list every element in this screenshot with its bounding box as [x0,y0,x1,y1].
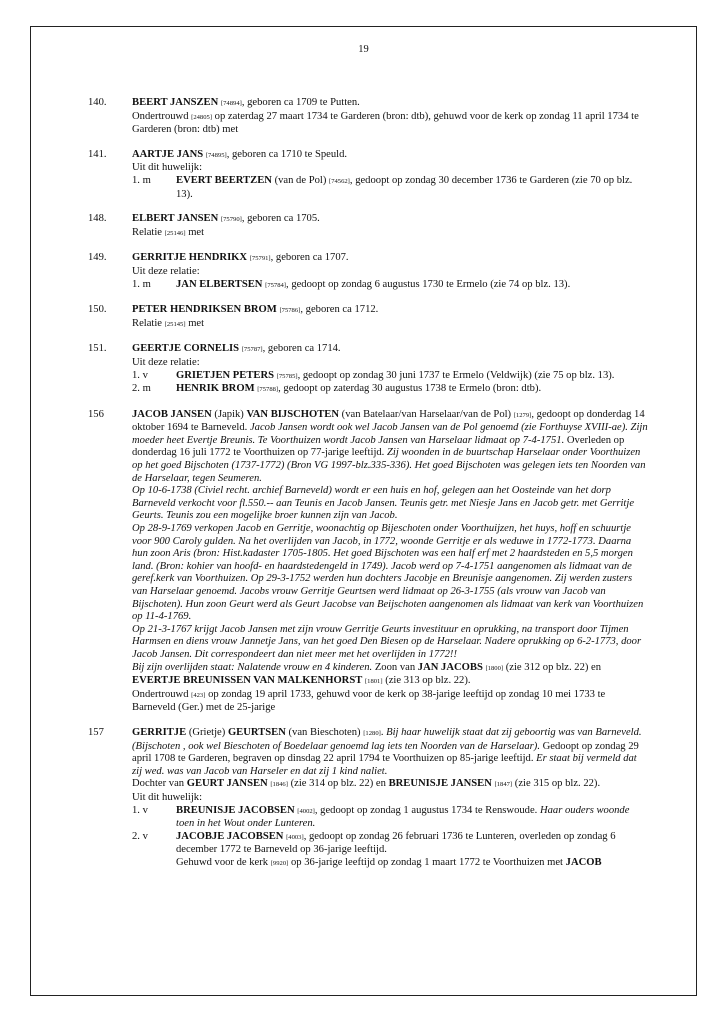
person-ref: [74894] [220,100,242,107]
marriage-ref: [423] [191,691,206,699]
relation-text: Relatie [132,317,165,329]
person-ref: [1280] [363,729,381,737]
child-alias: (van de Pol) [271,174,329,186]
marriage-ref: [24805] [191,113,213,121]
child-details: , gedoopt op zaterdag 30 augustus 1738 te Ermelo (bron: dtb). [278,383,542,395]
alias-text: (van Bieschoten) [285,726,364,738]
mother-name: BREUNISJE JANSEN [388,778,492,790]
baptism-text: Gedoopt op zondag 29 april 1708 te Garderen, begraven op dinsdag 22 april 1794 te Voorthuizen op 85-jarige leeftijd. [132,740,639,765]
child-details: , gedoopt op zondag 26 februari 1736 te Lunteren, overleden op zondag 6 december 1772 te Barneveld op 36-jarige leeftijd. [176,830,616,856]
child-row [132,831,648,871]
death-text: Overleden op donderdag 16 juli 1772 te Voorthuizen op 77-jarige leeftijd. [132,434,625,459]
note-text: Bij haar huwelijk staat dat zij geboortig was van Barneveld. (Bijschoten , ook wel Bieschoten of Boedelaar genoemd lag iets ten Noorden van de Harselaar). [132,726,642,752]
child-name: JAN ELBERTSEN [176,278,263,290]
father-ref: [1846] [270,781,288,789]
mother-name: EVERTJE BREUNISSEN VAN MALKENHORST [132,675,363,687]
child-number: 1. v [132,804,148,816]
child-number: 1. m [132,278,151,290]
child-number: 2. m [132,383,151,395]
child-name: EVERT BEERTZEN [176,174,272,186]
parent-text: Zoon van [372,661,418,673]
person-name: GERRITJE [132,726,187,738]
parent-text: (zie 314 op blz. 22) en [287,778,389,790]
relation-details: met [185,317,205,329]
child-number: 1. v [132,369,148,381]
birth-text: , geboren ca 1710 te Speuld. [226,148,348,160]
entry-157 [88,727,648,871]
note-text: Zij woonden in de buurtschap Harselaar onder Voorthuizen op het goed Bijschoten (1737-1772) (Bron VG 1997-blz.335-336). Het goed Bijschoten was gelegen iets ten Noorden van de Harselaar, tegen Seumeren. [132,447,646,484]
child-details: , gedoopt op zondag 6 augustus 1730 te Ermelo (zie 74 op blz. 13). [286,278,571,290]
parent-text: (zie 313 op blz. 22). [382,675,471,687]
children-heading: Uit dit huwelijk: [132,791,203,803]
marriage-details: op zondag 19 april 1733, gehuwd voor de kerk op 38-jarige leeftijd op zondag 10 mei 1733 te Barneveld (Ger.) met de 25-jarige [132,688,606,714]
birth-text: , geboren ca 1714. [262,343,341,355]
child-note: Haar ouders woonde toen in het Wout onder Lunteren. [176,804,630,830]
nickname: (Grietje) [186,726,228,738]
spouse-name: JACOB [565,856,602,868]
marriage-text: Ondertrouwd [132,688,192,700]
person-name: PETER HENDRIKSEN BROM [132,304,277,316]
relation-ref: [25145] [164,320,186,328]
child-row [132,383,648,397]
marriage-text: Ondertrouwd [132,110,192,122]
separator-text: . [380,726,387,738]
child-name: HENRIK BROM [176,383,255,395]
father-ref: [1800] [485,664,504,672]
entry-number: 148. [88,213,107,225]
entry-number: 141. [88,148,107,160]
page-number: 19 [358,44,369,55]
child-row [132,175,648,201]
person-name: JACOB JANSEN [132,408,212,420]
child-details: , gedoopt op zondag 30 december 1736 te Garderen (zie 70 op blz. 13). [176,174,633,200]
entry-141 [88,149,648,201]
note-text: Er staat bij vermeld dat zij wed. was van Jacob van Harseler en dat zij 1 kind naliet. [132,753,637,777]
child-ref: [4003] [286,833,304,841]
entry-140 [88,97,648,137]
parent-text: Dochter van [132,778,187,790]
child-details: , gedoopt op zondag 1 augustus 1734 te Renswoude. [314,804,540,816]
note-text: Bij zijn overlijden staat: Nalatende vrouw en 4 kinderen. [132,661,373,673]
parent-text: (zie 315 op blz. 22). [512,778,601,790]
person-name: AARTJE JANS [132,148,204,160]
child-name: BREUNISJE JACOBSEN [176,804,295,816]
baptism-text: , gedoopt op donderdag 14 oktober 1694 te Barneveld. [132,408,645,434]
relation-text: Relatie [132,226,165,238]
person-ref: [75786] [279,307,301,315]
child-number: 1. m [132,174,151,186]
marriage-details: op 36-jarige leeftijd op zondag 1 maart 1772 te Voorthuizen met [288,856,566,868]
children-heading: Uit dit huwelijk: [132,162,203,174]
child-row [132,279,648,293]
child-details: , gedoopt op zondag 30 juni 1737 te Ermelo (Veldwijk) (zie 75 op blz. 13). [297,369,615,381]
mother-ref: [1801] [364,678,383,686]
child-ref: [75788] [257,386,279,394]
entry-number: 140. [88,97,107,108]
child-name: GRIETJEN PETERS [176,369,275,381]
father-name: GEURT JANSEN [186,778,268,790]
entry-number: 156 [88,408,104,420]
person-ref: [1279] [513,411,532,419]
nickname: (Japik) [211,408,247,420]
children-heading: Uit deze relatie: [132,356,200,368]
birth-text: , geboren ca 1705. [241,213,320,225]
person-ref: [75790] [220,216,242,224]
person-ref: [75787] [241,346,263,354]
genealogy-content [88,97,648,882]
person-name: ELBERT JANSEN [132,213,219,225]
note-text: Op 10-6-1738 (Civiel recht. archief Barneveld) wordt er een huis en hof, gelegen aan het Oosteinde van het dorp Barneveld verkocht voor fl.550.-- aan Teunis en Jacob Jansen. Teunis getr. met Niesje Jans en Jacob getr. met Gerritje Geurts. Teunis zou een mogelijke broer kunnen zijn van Jacob. [132,485,635,522]
entry-number: 157 [88,726,104,738]
alias-text: (van Batelaar/van Harselaar/van de Pol) [339,408,514,420]
child-number: 2. v [132,830,148,842]
note-text: Jacob Jansen wordt ook wel Jacob Jansen van de Pol genoemd (zie Forthuyse XVIII-ae). Zijn moeder heet Evertje Breunis. Te Voorthuizen wordt Jacob Jansen van Harselaar lidmaat op 7-4-1751. [132,422,648,446]
child-row [132,370,648,384]
birth-text: , geboren ca 1709 te Putten. [241,97,360,108]
child-ref: [74562] [329,177,350,185]
entry-151 [88,343,648,396]
child-ref: [75784] [265,281,287,289]
person-ref: [75791] [249,255,271,263]
father-name: JAN JACOBS [417,661,483,673]
note-text: Op 21-3-1767 krijgt Jacob Jansen met zijn vrouw Gerritje Geurts investituur en oprukking, na transport door Tijmen Harmsen en diens vrouw Jannetje Jans, van het goed Den Biesen op de Harselaar. Nadere oprukking op 6-2-1773, door Jacob Jansen. Dit correspondeert dan niet meer met het overlijden in 1772!! [132,623,642,660]
entry-number: 151. [88,343,107,355]
entry-number: 149. [88,252,107,264]
entry-150 [88,304,648,331]
marriage-ref: [9920] [270,859,289,867]
person-name: BEERT JANSZEN [132,97,219,108]
entry-148 [88,213,648,240]
birth-text: , geboren ca 1707. [270,252,349,264]
person-name: GERRITJE HENDRIKX [132,252,248,264]
person-surname: GEURTSEN [227,726,286,738]
marriage-details: op zaterdag 27 maart 1734 te Garderen (bron: dtb), gehuwd voor de kerk op zondag 11 april 1734 te Garderen (bron: dtb) met [132,110,639,136]
person-ref: [74895] [205,151,227,159]
person-surname: VAN BIJSCHOTEN [246,408,340,420]
birth-text: , geboren ca 1712. [300,304,379,316]
marriage-text: Gehuwd voor de kerk [176,856,271,868]
relation-details: met [185,226,205,238]
entry-number: 150. [88,304,107,316]
child-row [132,805,648,831]
entry-156 [88,409,648,715]
children-heading: Uit deze relatie: [132,265,200,277]
child-ref: [75785] [276,372,298,380]
mother-ref: [1847] [494,781,513,789]
entry-149 [88,252,648,292]
relation-ref: [25146] [164,229,186,237]
person-name: GEERTJE CORNELIS [132,343,240,355]
note-text: Op 28-9-1769 verkopen Jacob en Gerritje, woonachtig op Bijeschoten onder Voorthuijzen, het huys, hoff en schuurtje voor 900 Caroly gulden. Na het overlijden van Jacob, in 1772, woonde Gerritje er als weduwe in 1772-1773. Daarna hun zoon Aris (bron: Hist.kadaster 1705-1805. Het goed Bijschoten was een half erf met 2 haardsteden en 5,5 morgen land. (Bron: kohier van hoofd- en haardstedengeld in 1749). Jacob werd op 7-4-1751 aangenomen als lidmaat van de geref.kerk van Voorthuizen. Op 29-3-1752 werden hun dochters Jacobje en Breunisje aangenomen. Zij werden zusters van Harselaar genoemd. Jacobs vrouw Gerritje Geurtsen werd lidmaat op 26-3-1755 (als vrouw van Jacob van Bijschoten). Hun zoon Geurt werd als Geurt Jacobse van Beijschoten aangenomen als lidmaat van kerk van Voorthuizen op 11-4-1769. [132,523,644,623]
child-name: JACOBJE JACOBSEN [176,830,284,842]
parent-text: (zie 312 op blz. 22) en [503,661,602,673]
child-ref: [4002] [297,807,315,815]
